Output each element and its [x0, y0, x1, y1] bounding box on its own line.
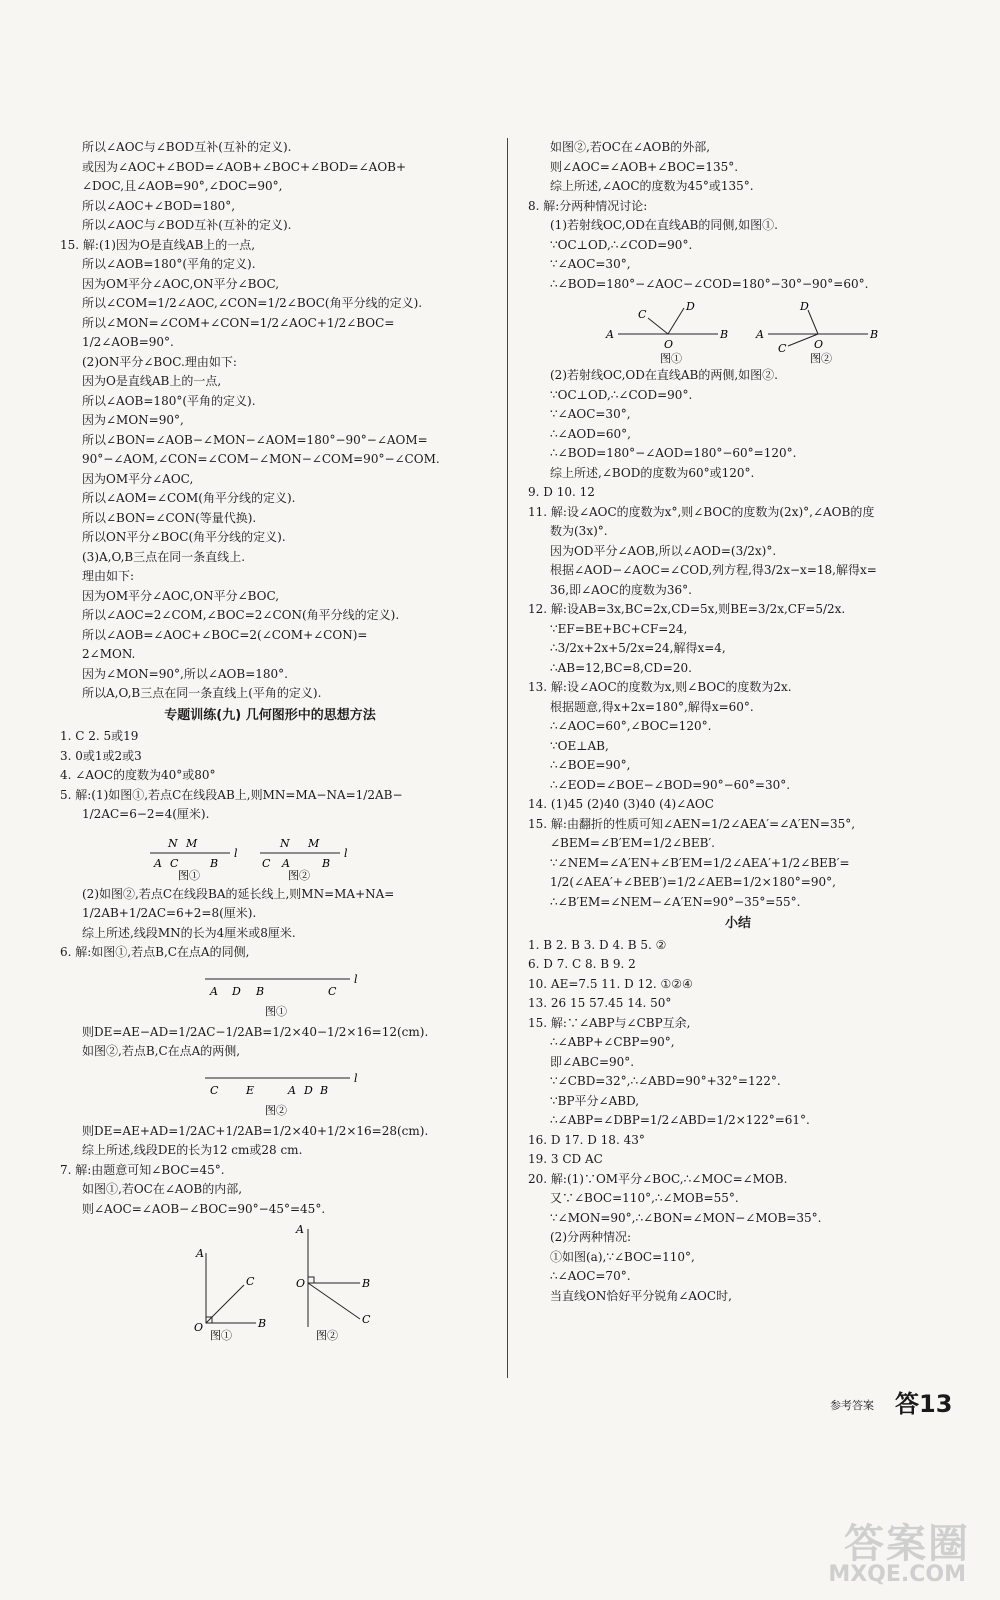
svg-text:D: D	[686, 300, 695, 313]
svg-text:B: B	[870, 328, 879, 341]
question-11-line: 11. 解:设∠AOC的度数为x°,则∠BOC的度数为(2x)°,∠AOB的度	[528, 504, 875, 519]
svg-text:A: A	[606, 328, 614, 341]
text-line: 所以∠BON=∠CON(等量代换).	[82, 510, 257, 525]
text-line: 综上所述,线段DE的长为12 cm或28 cm.	[82, 1143, 303, 1157]
svg-text:O: O	[194, 1321, 204, 1334]
text-line: 3. 0或1或2或3	[60, 748, 142, 763]
right-column	[528, 138, 948, 1306]
text-line: 所以∠BON=∠AOB−∠MON−∠AOM=180°−90°−∠AOM=	[82, 432, 428, 447]
text-line: ∴∠BOD=180°−∠AOC−∠COD=180°−30°−90°=60°.	[550, 276, 869, 291]
q6-figure-1	[60, 965, 480, 1021]
text-line: 所以∠AOM=∠COM(角平分线的定义).	[82, 491, 296, 505]
question-6-line: 6. 解:如图①,若点B,C在点A的同侧,	[60, 945, 250, 959]
q8-figures	[528, 296, 948, 364]
section-title: 专题训练(九) 几何图形中的思想方法	[164, 707, 376, 723]
q6-figure-2	[60, 1064, 480, 1120]
summary-question-20-line: 20. 解:(1)∵OM平分∠BOC,∴∠MOC=∠MOB.	[528, 1171, 788, 1186]
q7-figures	[60, 1223, 480, 1341]
text-line: 6. D 7. C 8. B 9. 2	[528, 957, 636, 971]
svg-text:B: B	[258, 1317, 267, 1330]
text-line: (2)ON平分∠BOC.理由如下:	[82, 354, 237, 369]
question-15-line: 15. 解:由翻折的性质可知∠AEN=1/2∠AEA′=∠A′EN=35°,	[528, 816, 856, 831]
text-line: 因为OM平分∠AOC,ON平分∠BOC,	[82, 588, 280, 603]
text-line: 19. 3 CD AC	[528, 1152, 603, 1166]
svg-text:C: C	[778, 342, 787, 355]
svg-text:A: A	[756, 328, 764, 341]
text-line: 所以ON平分∠BOC(角平分线的定义).	[82, 530, 286, 544]
q8-angle-diagrams	[528, 296, 948, 364]
text-line: 如图②,若OC在∠AOB的外部,	[550, 140, 711, 154]
text-line: 因为OD平分∠AOB,所以∠AOD=(3/2x)°.	[550, 543, 777, 558]
answer-page	[60, 138, 960, 1478]
text-line: (2)如图②,若点C在线段BA的延长线上,则MN=MA+NA=	[82, 886, 395, 901]
text-line: ①如图(a),∵∠BOC=110°,	[550, 1249, 695, 1264]
text-line: ∴AB=12,BC=8,CD=20.	[550, 660, 692, 675]
svg-text:B: B	[720, 328, 729, 341]
text-line: 所以∠AOC+∠BOD=180°,	[82, 198, 236, 213]
svg-text:D: D	[304, 1083, 313, 1097]
text-line: 当直线ON恰好平分锐角∠AOC时,	[550, 1288, 732, 1303]
text-line: 9. D 10. 12	[528, 485, 595, 499]
text-line: 所以∠AOB=∠AOC+∠BOC=2(∠COM+∠CON)=	[82, 627, 368, 642]
svg-text:O: O	[664, 338, 674, 351]
text-line: 1/2AC=6−2=4(厘米).	[82, 807, 210, 821]
fig-caption: 图②	[316, 1329, 338, 1341]
text-line: 理由如下:	[82, 569, 135, 583]
footer-label: 参考答案	[830, 1399, 874, 1412]
fig-caption: 图①	[178, 868, 200, 882]
svg-text:C: C	[328, 984, 337, 998]
fig-caption: 图①	[660, 352, 682, 364]
summary-title: 小结	[724, 916, 751, 931]
text-line: (2)若射线OC,OD在直线AB的两侧,如图②.	[550, 368, 778, 382]
text-line: 2∠MON.	[82, 647, 136, 661]
text-line: 因为OM平分∠AOC,ON平分∠BOC,	[82, 276, 280, 291]
text-line: 则DE=AE+AD=1/2AC+1/2AB=1/2×40+1/2×16=28(cm).	[82, 1123, 429, 1138]
text-line: 因为OM平分∠AOC,	[82, 471, 194, 486]
text-line: ∴∠BOE=90°,	[550, 758, 631, 772]
left-column	[60, 138, 480, 1345]
column-divider	[507, 138, 508, 1378]
svg-text:l: l	[354, 1071, 358, 1085]
svg-text:O: O	[814, 338, 824, 351]
text-line: 所以A,O,B三点在同一条直线上(平角的定义).	[82, 686, 322, 700]
text-line: 或因为∠AOC+∠BOD=∠AOB+∠BOC+∠BOD=∠AOB+	[82, 159, 407, 174]
text-line: ∵∠CBD=32°,∴∠ABD=90°+32°=122°.	[550, 1074, 781, 1088]
page-number: 答13	[895, 1390, 953, 1418]
question-12-line: 12. 解:设AB=3x,BC=2x,CD=5x,则BE=3/2x,CF=5/2x.	[528, 602, 846, 616]
svg-text:C: C	[362, 1313, 371, 1326]
text-line: 所以∠MON=∠COM+∠CON=1/2∠AOC+1/2∠BOC=	[82, 315, 395, 330]
text-line: ∵∠NEM=∠A′EN+∠B′EM=1/2∠AEA′+1/2∠BEB′=	[550, 855, 850, 870]
text-line: 10. AE=7.5 11. D 12. ①②④	[528, 976, 693, 991]
text-line: 则DE=AE−AD=1/2AC−1/2AB=1/2×40−1/2×16=12(cm).	[82, 1024, 429, 1039]
text-line: 如图①,若OC在∠AOB的内部,	[82, 1182, 243, 1196]
svg-text:D: D	[800, 300, 809, 313]
text-line: 数为(3x)°.	[550, 524, 608, 538]
text-line: 1. C 2. 5或19	[60, 729, 139, 743]
svg-text:C: C	[246, 1275, 255, 1288]
svg-text:C: C	[638, 308, 647, 321]
svg-text:B: B	[256, 984, 265, 998]
svg-text:B: B	[322, 856, 331, 870]
text-line: ∴∠AOC=70°.	[550, 1269, 631, 1283]
text-line: 1/2(∠AEA′+∠BEB′)=1/2∠AEB=1/2×180°=90°,	[550, 875, 836, 889]
text-line: 1/2∠AOB=90°.	[82, 335, 174, 349]
svg-text:M: M	[186, 836, 198, 850]
fig-caption: 图②	[265, 1103, 287, 1117]
watermark-url: MXQE.COM	[828, 1562, 966, 1587]
text-line: 即∠ABC=90°.	[550, 1054, 635, 1069]
text-line: 4. ∠AOC的度数为40°或80°	[60, 768, 216, 782]
fig-caption: 图②	[810, 352, 832, 364]
text-line: 则∠AOC=∠AOB−∠BOC=90°−45°=45°.	[82, 1201, 326, 1216]
svg-text:O: O	[296, 1277, 306, 1290]
svg-text:C: C	[210, 1083, 219, 1097]
svg-text:B: B	[362, 1277, 371, 1290]
question-7-line: 7. 解:由题意可知∠BOC=45°.	[60, 1162, 225, 1177]
text-line: ∵BP平分∠ABD,	[550, 1093, 640, 1108]
text-line: 因为∠MON=90°,所以∠AOB=180°.	[82, 666, 288, 681]
text-line: 综上所述,∠BOD的度数为60°或120°.	[550, 465, 755, 480]
fig-caption: 图①	[265, 1004, 287, 1018]
text-line: ∴∠ABP+∠CBP=90°,	[550, 1035, 675, 1049]
text-line: 90°−∠AOM,∠CON=∠COM−∠MON−∠COM=90°−∠COM.	[82, 452, 440, 466]
text-line: ∵OE⊥AB,	[550, 738, 609, 753]
text-line: 所以∠AOB=180°(平角的定义).	[82, 393, 256, 408]
text-line: ∴∠B′EM=∠NEM−∠A′EN=90°−35°=55°.	[550, 894, 801, 909]
text-line: 14. (1)45 (2)40 (3)40 (4)∠AOC	[528, 797, 714, 811]
question-5-line: 5. 解:(1)如图①,若点C在线段AB上,则MN=MA−NA=1/2AB−	[60, 787, 403, 802]
text-line: ∴∠AOD=60°,	[550, 426, 631, 441]
svg-text:A: A	[288, 1083, 296, 1097]
svg-text:A: A	[282, 856, 290, 870]
svg-text:B: B	[320, 1083, 329, 1097]
q6-line-diagram-2	[60, 1064, 480, 1120]
text-line: 所以∠AOC与∠BOD互补(互补的定义).	[82, 140, 292, 154]
text-line: (3)A,O,B三点在同一条直线上.	[82, 549, 246, 564]
text-line: ∵∠MON=90°,∴∠BON=∠MON−∠MOB=35°.	[550, 1210, 822, 1225]
text-line: ∵OC⊥OD,∴∠COD=90°.	[550, 237, 693, 252]
text-line: 36,即∠AOC的度数为36°.	[550, 582, 692, 597]
text-line: 所以∠AOC=2∠COM,∠BOC=2∠CON(角平分线的定义).	[82, 608, 400, 622]
text-line: (2)分两种情况:	[550, 1230, 632, 1244]
svg-text:B: B	[210, 856, 219, 870]
svg-text:N: N	[168, 836, 178, 850]
text-line: 因为∠MON=90°,	[82, 413, 184, 427]
text-line: 所以∠AOC与∠BOD互补(互补的定义).	[82, 218, 292, 232]
text-line: ∵∠AOC=30°,	[550, 407, 631, 421]
svg-text:A: A	[296, 1223, 304, 1236]
text-line: ∴∠ABP=∠DBP=1/2∠ABD=1/2×122°=61°.	[550, 1113, 810, 1127]
text-line: 1/2AB+1/2AC=6+2=8(厘米).	[82, 906, 257, 920]
text-line: 如图②,若点B,C在点A的两侧,	[82, 1044, 241, 1058]
question-8-line: 8. 解:分两种情况讨论:	[528, 198, 648, 213]
svg-text:A: A	[196, 1247, 204, 1260]
svg-text:l: l	[234, 846, 238, 860]
text-line: ∠BEM=∠B′EM=1/2∠BEB′.	[550, 836, 715, 850]
fig-caption: 图②	[288, 868, 310, 882]
text-line: ∴∠BOD=180°−∠AOD=180°−60°=120°.	[550, 446, 797, 460]
text-line: 根据∠AOD−∠AOC=∠COD,列方程,得3/2x−x=18,解得x=	[550, 563, 877, 577]
q5-line-diagrams	[60, 827, 480, 883]
text-line: 综上所述,线段MN的长为4厘米或8厘米.	[82, 925, 296, 940]
text-line: 所以∠AOB=180°(平角的定义).	[82, 257, 256, 271]
svg-text:A: A	[210, 984, 218, 998]
text-line: 16. D 17. D 18. 43°	[528, 1132, 645, 1147]
q7-angle-diagrams	[60, 1223, 480, 1341]
text-line: ∴∠EOD=∠BOE−∠BOD=90°−60°=30°.	[550, 777, 791, 792]
text-line: ∵OC⊥OD,∴∠COD=90°.	[550, 387, 693, 402]
q6-line-diagram-1	[60, 965, 480, 1021]
q5-figures	[60, 827, 480, 883]
question-15-line: 15. 解:(1)因为O是直线AB上的一点,	[60, 237, 256, 252]
svg-text:C: C	[262, 856, 271, 870]
text-line: 所以∠COM=1/2∠AOC,∠CON=1/2∠BOC(角平分线的定义).	[82, 296, 423, 310]
svg-text:l: l	[354, 972, 358, 986]
text-line: 综上所述,∠AOC的度数为45°或135°.	[550, 179, 754, 193]
fig-caption: 图①	[210, 1329, 232, 1341]
svg-text:N: N	[280, 836, 290, 850]
svg-text:C: C	[170, 856, 179, 870]
watermark-logo: 答案圈	[844, 1521, 970, 1567]
svg-text:D: D	[232, 984, 241, 998]
text-line: 根据题意,得x+2x=180°,解得x=60°.	[550, 699, 754, 714]
svg-text:A: A	[154, 856, 162, 870]
summary-question-15-line: 15. 解:∵∠ABP与∠CBP互余,	[528, 1015, 691, 1030]
question-13-line: 13. 解:设∠AOC的度数为x,则∠BOC的度数为2x.	[528, 680, 792, 694]
text-line: 又∵∠BOC=110°,∴∠MOB=55°.	[550, 1191, 739, 1205]
text-line: ∵∠AOC=30°,	[550, 257, 631, 271]
text-line: 因为O是直线AB上的一点,	[82, 374, 222, 388]
svg-text:E: E	[246, 1083, 255, 1097]
text-line: ∠DOC,且∠AOB=90°,∠DOC=90°,	[82, 179, 283, 193]
text-line: (1)若射线OC,OD在直线AB的同侧,如图①.	[550, 218, 778, 232]
svg-text:M: M	[308, 836, 320, 850]
text-line: ∴3/2x+2x+5/2x=24,解得x=4,	[550, 641, 726, 655]
text-line: 1. B 2. B 3. D 4. B 5. ②	[528, 937, 667, 952]
svg-text:l: l	[344, 846, 348, 860]
text-line: 13. 26 15 57.45 14. 50°	[528, 996, 672, 1010]
text-line: 则∠AOC=∠AOB+∠BOC=135°.	[550, 159, 739, 174]
text-line: ∵EF=BE+BC+CF=24,	[550, 621, 688, 636]
text-line: ∴∠AOC=60°,∠BOC=120°.	[550, 719, 712, 733]
